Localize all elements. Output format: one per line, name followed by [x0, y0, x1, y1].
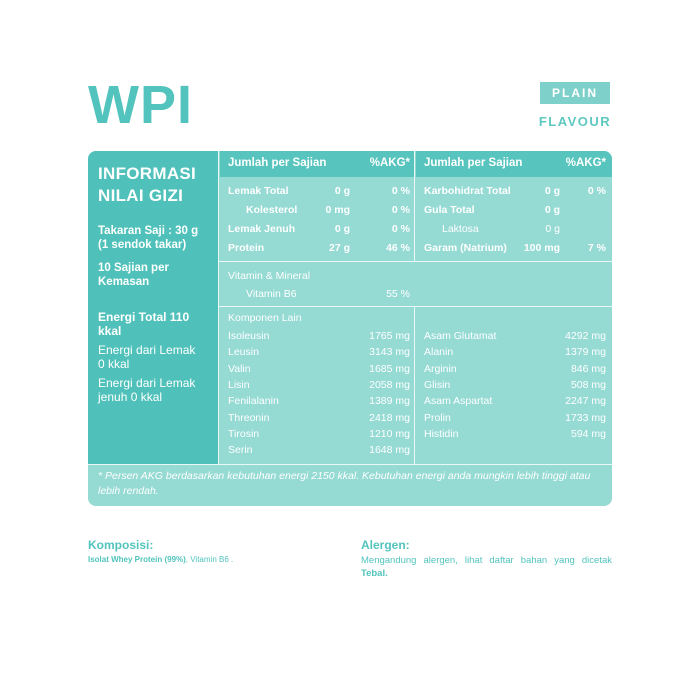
nutrient-akg: 0 % — [391, 223, 410, 235]
akg-header-right: %AKG* — [565, 157, 606, 169]
panel-title-line2: NILAI GIZI — [98, 186, 184, 205]
amino-amount: 2418 mg — [369, 411, 410, 424]
servings-per-pack — [98, 261, 169, 289]
nutrient-row — [228, 222, 410, 236]
amino-amount: 1389 mg — [369, 395, 410, 408]
amino-label: Threonin — [228, 411, 270, 424]
akg-header-left: %AKG* — [369, 157, 410, 169]
divider-footer — [88, 464, 612, 465]
sat-energy-line1: Energi dari Lemak — [98, 376, 196, 390]
composition-text — [88, 555, 233, 564]
amino-amount: 3143 mg — [369, 346, 410, 359]
amino-amount: 1379 mg — [565, 346, 606, 359]
energy-line1: Energi Total 110 — [98, 310, 190, 324]
composition-bold: Isolat Whey Protein (99%) — [88, 555, 186, 564]
amino-amount: 508 mg — [570, 378, 606, 391]
nutrient-amount: 0 g — [544, 204, 560, 216]
divider-middle-bottom — [414, 306, 415, 464]
nutrient-akg: 0 % — [391, 204, 410, 216]
amino-row — [228, 378, 410, 392]
servings-line2: Kemasan — [98, 276, 150, 288]
nutrient-row — [228, 241, 410, 255]
amino-label: Serin — [228, 444, 253, 457]
amino-label: Histidin — [424, 427, 459, 440]
amino-row — [424, 411, 606, 425]
amino-row — [228, 345, 410, 359]
amino-label: Valin — [228, 362, 251, 375]
nutrient-label: Gula Total — [424, 204, 475, 216]
amino-label: Glisin — [424, 378, 451, 391]
flavour-badge: PLAIN — [540, 82, 610, 104]
amino-row — [424, 362, 606, 376]
nutrient-akg: 7 % — [587, 242, 606, 254]
nutrient-label: Lemak Total — [228, 185, 289, 197]
amino-amount: 594 mg — [570, 427, 606, 440]
amino-row — [424, 345, 606, 359]
servings-line1: 10 Sajian per — [98, 262, 169, 274]
nutrient-row — [424, 184, 606, 198]
panel-title-line1: INFORMASI — [98, 164, 197, 183]
allergen-text — [361, 554, 612, 580]
divider-left — [218, 151, 219, 464]
amino-amount: 1733 mg — [565, 411, 606, 424]
divider-row-1 — [218, 261, 612, 262]
nutrition-summary-panel — [88, 151, 218, 464]
amino-amount: 846 mg — [570, 362, 606, 375]
nutrient-row — [424, 241, 606, 255]
amino-label: Lisin — [228, 378, 250, 391]
serving-size-line2: (1 sendok takar) — [98, 239, 187, 251]
panel-title — [98, 163, 196, 207]
amino-amount: 2247 mg — [565, 395, 606, 408]
amino-amount: 4292 mg — [565, 330, 606, 342]
nutrient-label: Karbohidrat Total — [424, 185, 511, 197]
vitamin-value: 55 % — [386, 288, 410, 300]
amino-row — [228, 411, 410, 425]
nutrient-amount: 0 g — [545, 223, 560, 235]
fat-energy-line1: Energi dari Lemak — [98, 343, 196, 357]
table-header-right — [416, 151, 612, 177]
amino-row — [424, 378, 606, 392]
nutrient-akg: 0 % — [587, 185, 606, 197]
nutrient-amount: 0 mg — [325, 204, 350, 216]
amino-amount: 1648 mg — [369, 444, 410, 457]
nutrient-row — [228, 203, 410, 217]
nutrient-label: Protein — [228, 242, 265, 254]
amino-label: Asam Aspartat — [424, 395, 493, 408]
amino-row — [228, 362, 410, 376]
divider-middle-top — [414, 151, 415, 261]
akg-footnote: * Persen AKG berdasarkan kebutuhan energi 2150 kkal. Kebutuhan energi anda mungkin lebih tinggi atau lebih rendah. — [98, 470, 591, 497]
nutrient-amount: 27 g — [328, 242, 350, 254]
product-title: WPI — [88, 75, 193, 135]
amino-label: Leusin — [228, 346, 259, 359]
amino-label: Fenilalanin — [228, 395, 279, 408]
col-header-left: Jumlah per Sajian — [228, 157, 327, 169]
fat-energy-line2: 0 kkal — [98, 357, 130, 371]
amino-row — [424, 329, 606, 343]
allergen-body: Mengandung alergen, lihat daftar bahan yang dicetak — [361, 555, 612, 566]
nutrient-label: Garam (Natrium) — [424, 242, 507, 254]
amino-label: Alanin — [424, 346, 454, 359]
col-header-right: Jumlah per Sajian — [424, 157, 523, 169]
serving-size-line1: Takaran Saji : 30 g — [98, 225, 199, 237]
amino-amount: 1685 mg — [369, 362, 410, 375]
vitamin-section-header: Vitamin & Mineral — [228, 270, 311, 282]
amino-amount: 1765 mg — [369, 330, 410, 342]
nutrient-amount: 0 g — [334, 223, 350, 235]
amino-row — [228, 329, 410, 343]
flavour-label: FLAVOUR — [538, 114, 612, 129]
table-header-left — [220, 151, 414, 177]
divider-row-2 — [218, 306, 612, 307]
serving-size — [98, 224, 198, 252]
nutrient-row — [228, 184, 410, 198]
amino-row — [424, 427, 606, 441]
amino-row — [228, 394, 410, 408]
amino-amount: 2058 mg — [369, 378, 410, 391]
composition-rest: , Vitamin B6 . — [185, 555, 234, 564]
allergen-bold: Tebal. — [361, 568, 388, 579]
nutrient-label: Laktosa — [442, 223, 479, 235]
nutrient-row — [424, 203, 606, 217]
amino-row — [228, 443, 410, 457]
nutrient-amount: 0 g — [334, 185, 350, 197]
vitamin-row — [228, 287, 410, 301]
saturated-fat-energy — [98, 376, 195, 404]
nutrient-label: Lemak Jenuh — [228, 223, 296, 235]
amino-label: Tirosin — [228, 427, 260, 440]
sat-energy-line2: jenuh 0 kkal — [98, 390, 163, 404]
nutrient-label: Kolesterol — [246, 204, 298, 216]
amino-label: Prolin — [424, 411, 451, 424]
nutrient-akg: 0 % — [391, 185, 410, 197]
nutrient-akg: 46 % — [386, 242, 410, 254]
energy-line2: kkal — [98, 324, 122, 338]
other-section-header: Komponen Lain — [228, 312, 302, 324]
amino-amount: 1210 mg — [369, 427, 410, 440]
fat-energy — [98, 343, 195, 371]
amino-label: Arginin — [424, 362, 457, 375]
amino-label: Isoleusin — [228, 330, 270, 342]
amino-row — [228, 427, 410, 441]
amino-label: Asam Glutamat — [424, 330, 497, 342]
composition-heading: Komposisi: — [88, 538, 154, 552]
nutrient-amount: 0 g — [544, 185, 560, 197]
amino-row — [424, 394, 606, 408]
nutrient-amount: 100 mg — [523, 242, 560, 254]
nutrition-facts-card — [88, 151, 612, 506]
allergen-heading: Alergen: — [361, 538, 410, 552]
total-energy — [98, 310, 189, 338]
vitamin-label: Vitamin B6 — [246, 288, 297, 300]
nutrient-row — [424, 222, 606, 236]
